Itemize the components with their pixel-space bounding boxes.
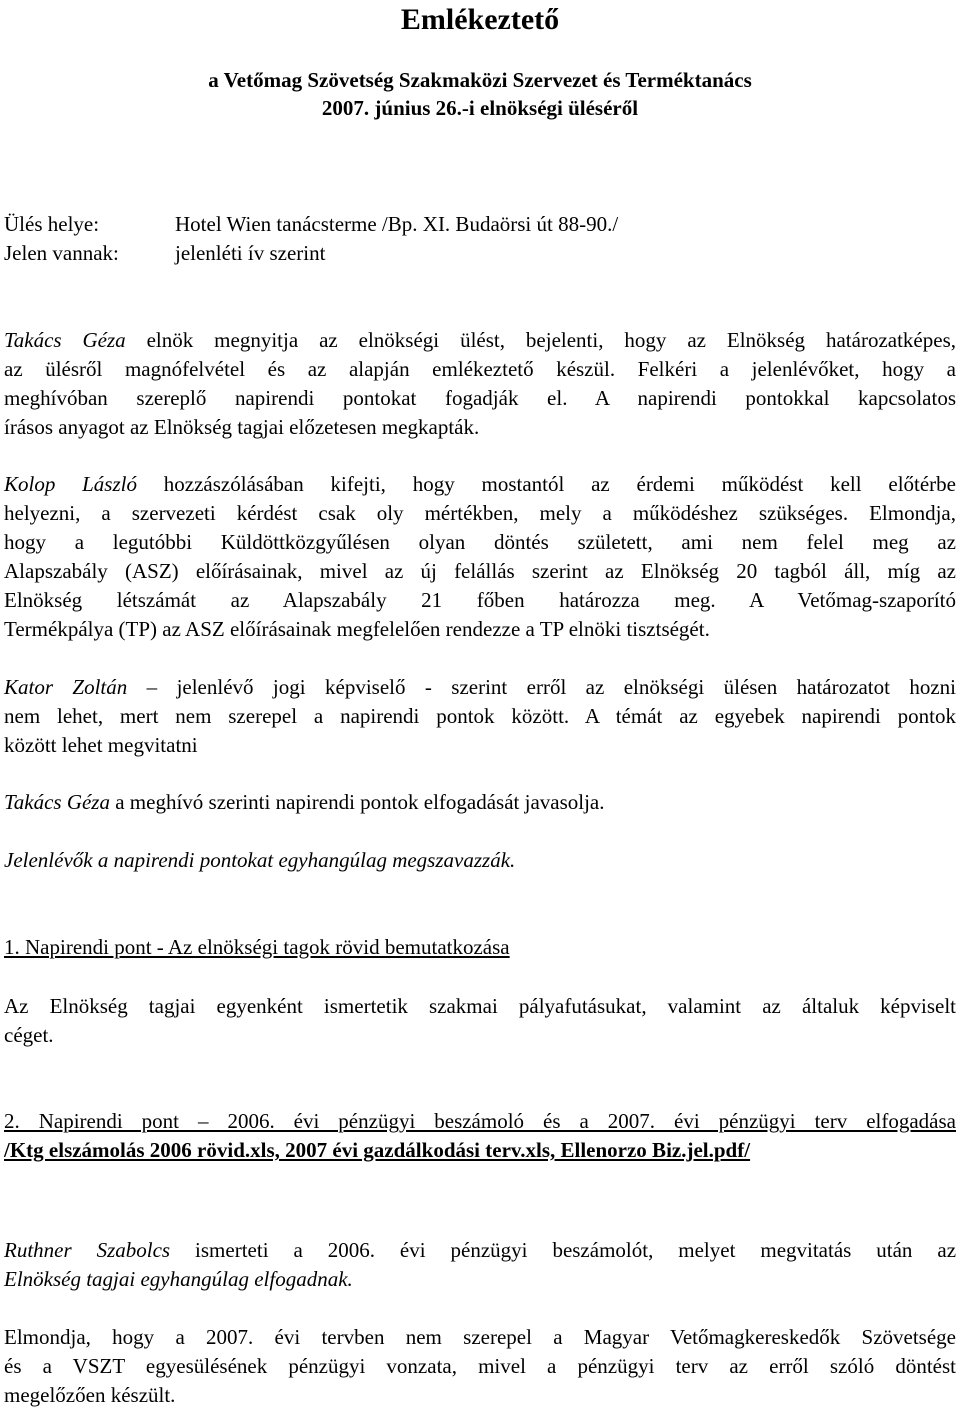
paragraph-7-line-3: megelőzően készült. — [4, 1383, 176, 1407]
paragraph-2-line-6: Termékpálya (TP) az ASZ előírásainak megfelelően rendezze a TP elnöki tisztségét. — [4, 617, 710, 641]
paragraph-3-line-1: Kator Zoltán – jelenlévő jogi képviselő - szerint erről az elnökségi ülésen határozatot hozni — [4, 675, 956, 699]
paragraph-5-vote: Jelenlévők a napirendi pontokat egyhangúlag megszavazzák. — [4, 848, 516, 872]
paragraph-4: Takács Géza a meghívó szerinti napirendi pontok elfogadását javasolja. — [4, 790, 605, 814]
paragraph-1-line-3: meghívóban szereplő napirendi pontokat fogadják el. A napirendi pontokkal kapcsolatos — [4, 386, 956, 410]
paragraph-3-line-2: nem lehet, mert nem szerepel a napirendi pontok között. A témát az egyebek napirendi pontok — [4, 704, 956, 728]
agenda-item-1-heading: 1. Napirendi pont - Az elnökségi tagok rövid bemutatkozása — [4, 935, 510, 959]
paragraph-7-line-2: és a VSZT egyesülésének pénzügyi vonzata, mivel a pénzügyi terv az erről szóló döntést — [4, 1354, 956, 1378]
paragraph-2-line-1: Kolop László hozzászólásában kifejti, hogy mostantól az érdemi működést kell előtérbe — [4, 472, 956, 496]
speaker-name: Kolop László — [4, 472, 137, 496]
agenda-item-1-line-2: céget. — [4, 1023, 54, 1047]
place-value: Hotel Wien tanácsterme /Bp. XI. Budaörsi út 88-90./ — [175, 212, 619, 236]
speaker-name: Takács Géza — [4, 328, 126, 352]
speaker-name: Ruthner Szabolcs — [4, 1238, 171, 1262]
agenda-item-1-line-1: Az Elnökség tagjai egyenként ismertetik szakmai pályafutásukat, valamint az általuk képviselt — [4, 994, 956, 1018]
paragraph-6-line-2: Elnökség tagjai egyhangúlag elfogadnak. — [4, 1267, 353, 1291]
agenda-item-2-attachments: /Ktg elszámolás 2006 rövid.xls, 2007 évi gazdálkodási terv.xls, Ellenorzo Biz.jel.pdf/ — [4, 1138, 751, 1162]
present-value: jelenléti ív szerint — [175, 241, 326, 265]
speaker-name: Takács Géza — [4, 790, 110, 814]
place-label: Ülés helye: — [4, 212, 100, 236]
paragraph-7-line-1: Elmondja, hogy a 2007. évi tervben nem szerepel a Magyar Vetőmagkereskedők Szövetsége — [4, 1325, 956, 1349]
paragraph-1-line-4: írásos anyagot az Elnökség tagjai előzetesen megkapták. — [4, 415, 480, 439]
paragraph-2-line-5: Elnökség létszámát az Alapszabály 21 főben határozza meg. A Vetőmag-szaporító — [4, 588, 956, 612]
subtitle-organization: a Vetőmag Szövetség Szakmaközi Szervezet és Terméktanács — [208, 68, 752, 92]
subtitle-date: 2007. június 26.-i elnökségi üléséről — [321, 96, 639, 120]
paragraph-2-line-4: Alapszabály (ASZ) előírásainak, mivel az új felállás szerint az Elnökség 20 tagból áll, míg az — [4, 559, 956, 583]
paragraph-1-line-1: Takács Géza elnök megnyitja az elnökségi ülést, bejelenti, hogy az Elnökség határozatképes, — [4, 328, 956, 352]
paragraph-1-line-2: az ülésről magnófelvétel és az alapján emlékeztető készül. Felkéri a jelenlévőket, hogy a — [4, 357, 956, 381]
paragraph-2-line-3: hogy a legutóbbi Küldöttközgyűlésen olyan döntés született, ami nem felel meg az — [4, 530, 956, 554]
document-title: Emlékeztető — [400, 3, 560, 36]
agenda-item-2-heading: 2. Napirendi pont – 2006. évi pénzügyi beszámoló és a 2007. évi pénzügyi terv elfogadása — [4, 1109, 956, 1133]
paragraph-6-line-1: Ruthner Szabolcs ismerteti a 2006. évi pénzügyi beszámolót, melyet megvitatás után az — [4, 1238, 957, 1262]
paragraph-2-line-2: helyezni, a szervezeti kérdést csak oly mértékben, mely a működéshez szükséges. Elmondja, — [4, 501, 956, 525]
present-label: Jelen vannak: — [4, 241, 119, 265]
speaker-name: Kator Zoltán — [4, 675, 128, 699]
paragraph-3-line-3: között lehet megvitatni — [4, 733, 198, 757]
